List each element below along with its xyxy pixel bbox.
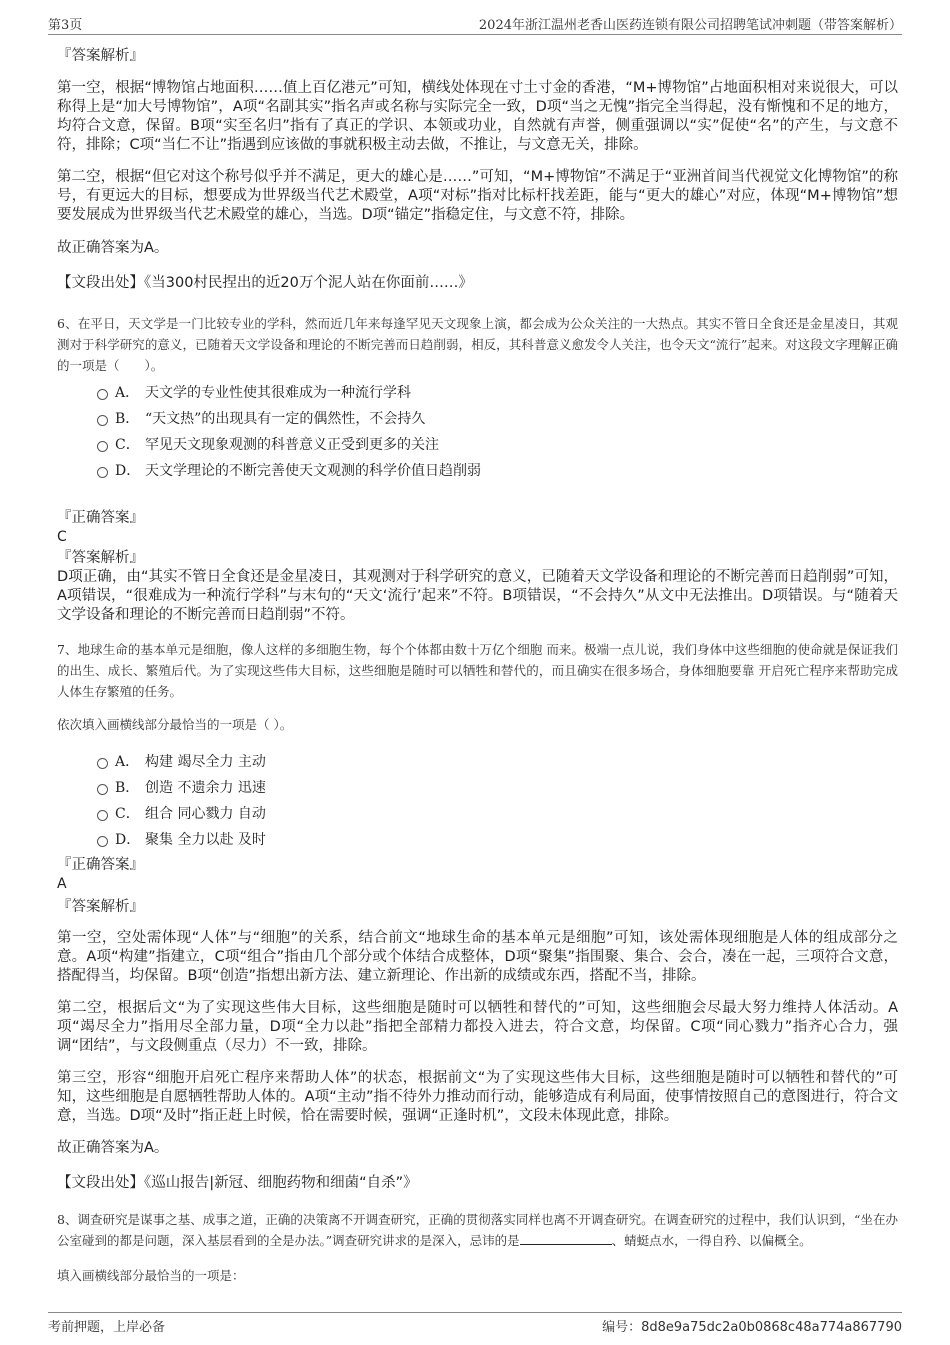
- fill-blank: [520, 1232, 612, 1245]
- q6-analysis-label: 『答案解析』: [57, 550, 144, 566]
- q7-option-a[interactable]: A． 构建 竭尽全力 主动: [97, 749, 898, 775]
- q5-analysis-label: 『答案解析』: [57, 48, 144, 64]
- q7-options: [97, 749, 898, 853]
- q7-option-c[interactable]: C． 组合 同心戮力 自动: [97, 801, 898, 827]
- q6-answer-label: 『正确答案』: [57, 510, 144, 526]
- q8-question: 8、调查研究是谋事之基、成事之道，正确的决策离不开调查研究，正确的贯彻落实同样也离不开调查研究。在调查研究的过程中，我们认识到，“坐在办公室碰到的都是问题，深入基层看到的全是办法。”调查研究讲求的是深入，忌讳的是 、蜻蜓点水，一得自矜、以偏概全。: [57, 1212, 898, 1248]
- q7-analysis-p3: 第三空，形容“细胞开启死亡程序来帮助人体”的状态，根据前文“为了实现这些伟大目标，这些细胞是随时可以牺牲和替代的”可知，这些细胞是自愿牺牲帮助人体的。A项“主动”指不待外力推动而行动，能够造成有利局面，使事情按照自己的意图进行，符合文意，当选。D项“及时”指正赶上时候，恰在需要时候，强调“正逢时机”，文段未体现此意，排除。: [57, 1070, 898, 1124]
- q6-answer: C: [57, 529, 67, 545]
- q5-conclusion: 故正确答案为A。: [57, 240, 169, 256]
- q7-prompt: 依次填入画横线部分最恰当的一项是（ ）。: [57, 717, 293, 732]
- page-number: 第3页: [48, 18, 83, 33]
- q6-analysis: D项正确，由“其实不管日全食还是金星凌日，其观测对于科学研究的意义，已随着天文学设备和理论的不断完善而日趋削弱”可知，A项错误，“很难成为一种流行学科”与末句的“天文‘流行’起来”不符。B项错误，“不会持久”从文中无法推出。D项错误。与“随着天文学设备和理论的不断完善而日趋削弱”不符。: [57, 569, 898, 623]
- page-content: [57, 44, 898, 1286]
- q8-prompt: 填入画横线部分最恰当的一项是：: [57, 1268, 245, 1283]
- radio-icon[interactable]: [97, 784, 108, 795]
- radio-icon[interactable]: [97, 467, 108, 478]
- q7-answer: A: [57, 876, 67, 892]
- footer-slogan: 考前押题，上岸必备: [48, 1320, 166, 1335]
- q6-options: [97, 380, 898, 484]
- q7-analysis-label: 『答案解析』: [57, 899, 144, 915]
- q6-option-d[interactable]: D． 天文学理论的不断完善使天文观测的科学价值日趋削弱: [97, 458, 898, 484]
- radio-icon[interactable]: [97, 389, 108, 400]
- q7-analysis-p2: 第二空，根据后文“为了实现这些伟大目标，这些细胞是随时可以牺牲和替代的”可知，这些细胞会尽最大努力维持人体活动。A项“竭尽全力”指用尽全部力量，D项“全力以赴”指把全部精力都投入进去，符合文意，均保留。C项“同心戮力”指齐心合力，强调“团结”，与文段侧重点（尽力）不一致，排除。: [57, 1000, 898, 1054]
- radio-icon[interactable]: [97, 415, 108, 426]
- q7-answer-label: 『正确答案』: [57, 857, 144, 873]
- q5-analysis-p1: 第一空，根据“博物馆占地面积……值上百亿港元”可知，横线处体现在寸土寸金的香港，“M+博物馆”占地面积相对来说很大，可以称得上是“加大号博物馆”，A项“名副其实”指名声或名称与实际完全一致，D项“当之无愧”指完全当得起，没有惭愧和不足的地方，均符合文意，保留。B项“实至名归”指有了真正的学识、本领或功业，自然就有声誉，侧重强调以“实”促使“名”的产生，与文意不符，排除；C项“当仁不让”指遇到应该做的事就积极主动去做，不推让，与文意无关，排除。: [57, 80, 898, 153]
- q7-source: 【文段出处】《巡山报告|新冠、细胞药物和细菌“自杀”》: [57, 1175, 418, 1191]
- radio-icon[interactable]: [97, 441, 108, 452]
- q7-option-b[interactable]: B． 创造 不遗余力 迅速: [97, 775, 898, 801]
- document-id: 编号：8d8e9a75dc2a0b0868c48a774a867790: [602, 1320, 902, 1335]
- q6-question: 6、在平日，天文学是一门比较专业的学科，然而近几年来每逢罕见天文现象上演，都会成为公众关注的一大热点。其实不管日全食还是金星凌日，其观测对于科学研究的意义，已随着天文学设备和理论的不断完善而日趋削弱，相反，其科普意义愈发令人关注，也令天文“流行”起来。对这段文字理解正确的一项是（ ）。: [57, 316, 898, 373]
- page-header: [48, 12, 902, 35]
- page-footer: [48, 1312, 902, 1335]
- q7-analysis-p1: 第一空，空处需体现“人体”与“细胞”的关系，结合前文“地球生命的基本单元是细胞”可知，该处需体现细胞是人体的组成部分之意。A项“构建”指建立，C项“组合”指由几个部分或个体结合成整体，D项“聚集”指围聚、集合、会合，凑在一起，三项符合文意，搭配得当，均保留。B项“创造”指想出新方法、建立新理论、作出新的成绩或东西，搭配不当，排除。: [57, 930, 898, 984]
- q6-option-c[interactable]: C． 罕见天文现象观测的科普意义正受到更多的关注: [97, 432, 898, 458]
- q7-conclusion: 故正确答案为A。: [57, 1140, 169, 1156]
- document-title: 2024年浙江温州老香山医药连锁有限公司招聘笔试冲刺题（带答案解析）: [478, 18, 902, 33]
- radio-icon[interactable]: [97, 758, 108, 769]
- q7-question: 7、地球生命的基本单元是细胞，像人这样的多细胞生物，每个个体都由数十万亿个细胞 而来。极端一点儿说，我们身体中这些细胞的使命就是保证我们的出生、成长、繁殖后代。为了实现这些伟大目标，这些细胞是随时可以牺牲和替代的，而且确实在很多场合，身体细胞要靠 开启死亡程序来帮助完成人体生存繁殖的任务。: [57, 642, 898, 699]
- q7-option-d[interactable]: D． 聚集 全力以赴 及时: [97, 827, 898, 853]
- q6-option-a[interactable]: A． 天文学的专业性使其很难成为一种流行学科: [97, 380, 898, 406]
- q5-source: 【文段出处】《当300村民捏出的近20万个泥人站在你面前……》: [57, 275, 473, 291]
- radio-icon[interactable]: [97, 810, 108, 821]
- q5-analysis-p2: 第二空，根据“但它对这个称号似乎并不满足，更大的雄心是……”可知，“M+博物馆”不满足于“亚洲首间当代视觉文化博物馆”的称号，有更远大的目标，想要成为世界级当代艺术殿堂，A项“对标”指对比标杆找差距，能与“更大的雄心”对应，体现“M+博物馆”想要发展成为世界级当代艺术殿堂的雄心，当选。D项“锚定”指稳定住，与文意不符，排除。: [57, 169, 898, 223]
- radio-icon[interactable]: [97, 836, 108, 847]
- q6-option-b[interactable]: B． “天文热”的出现具有一定的偶然性，不会持久: [97, 406, 898, 432]
